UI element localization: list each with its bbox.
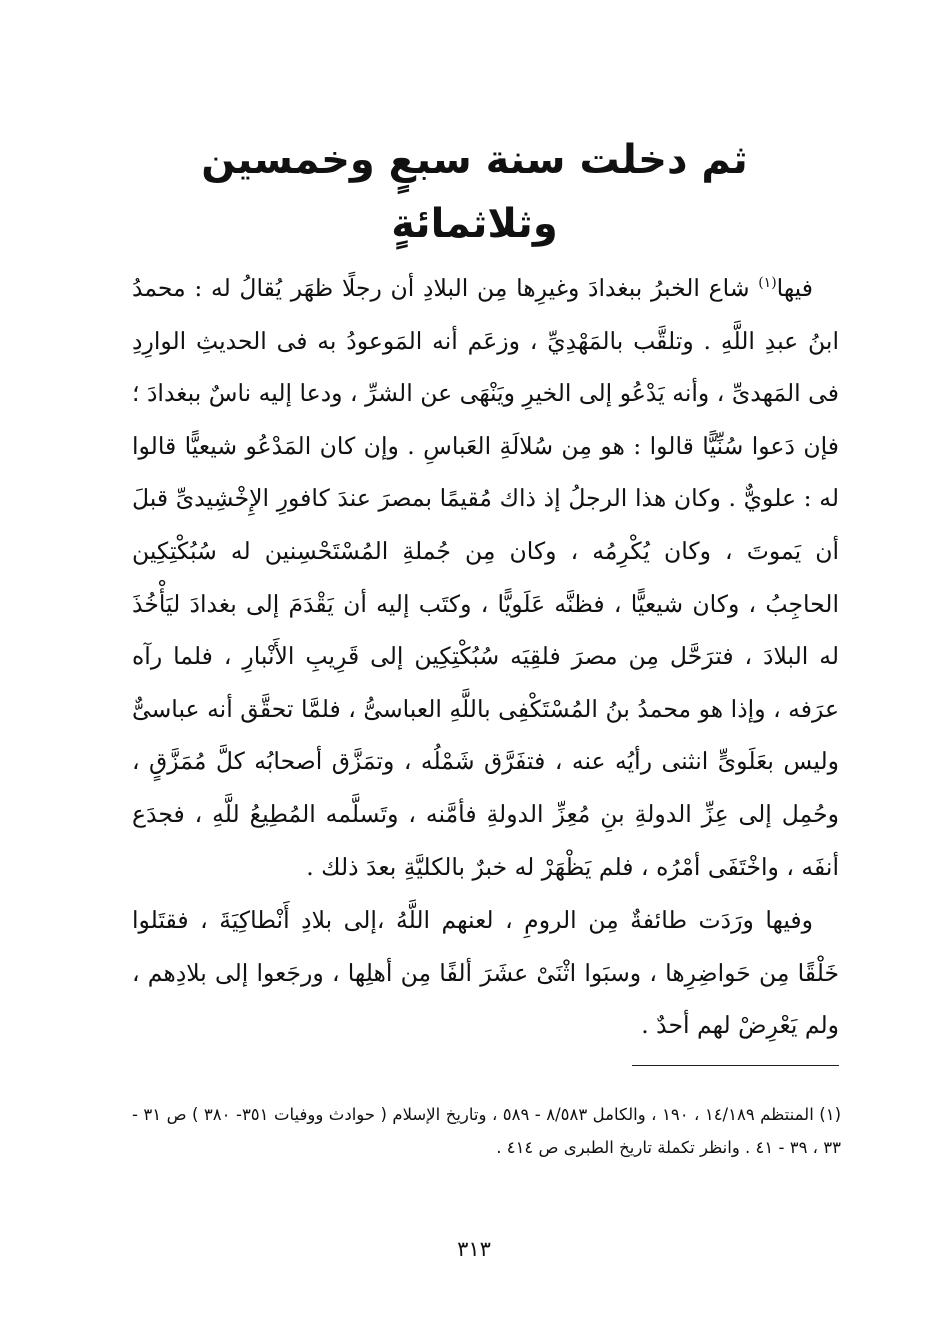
footnote-separator	[632, 1065, 839, 1066]
page-number: ٣١٣	[457, 1237, 491, 1261]
paragraph-2	[132, 894, 839, 1052]
paragraph-2-text: وفيها ورَدَت طائفةٌ مِن الرومِ ، لعنهم اللَّهُ ،إلى بلادِ أَنْطاكِيَةَ ، فقتَلوا خَلْقًا مِن حَواضِرِها ، وسبَوا اثْنَىْ عشَرَ ألفًا مِن أهلِها ، ورجَعوا إلى بلادِهم ، ولم يَعْرِضْ لهم أحدٌ .	[132, 906, 839, 1040]
main-text	[132, 262, 839, 1052]
footnote-reference-mark: (١)	[758, 275, 777, 292]
paragraph-1-text: شاع الخبرُ ببغدادَ وغيرِها مِن البلادِ أن رجلًا ظهَر يُقالُ له : محمدُ ابنُ عبدِ اللَّهِ . وتلقَّب بالمَهْدِيِّ ، وزعَم أنه المَوعودُ به فى الحديثِ الوارِدِ فى المَهدىِّ ، وأنه يَدْعُو إلى الخيرِ ويَنْهَى عن الشرِّ ، ودعا إليه ناسٌ ببغدادَ ؛ فإن دَعوا سُنِّيًّا قالوا : هو مِن سُلالَةِ العَباسِ . وإن كان المَدْعُو شيعيًّا قالوا له : علويٌّ . وكان هذا الرجلُ إذ ذاك مُقيمًا بمصرَ عندَ كافورِ الإِخْشِيدىِّ قبلَ أن يَموتَ ، وكان يُكْرِمُه ، وكان مِن جُملةِ المُسْتَحْسِنين له سُبُكْتِكِين الحاجِبُ ، وكان شيعيًّا ، فظنَّه عَلَويًّا ، وكتَب إليه أن يَقْدَمَ إلى بغدادَ ليَأْخُذَ له البلادَ ، فترَحَّل مِن مصرَ فلقِيَه سُبُكْتِكِين إلى قَرِيبِ الأَنْبارِ ، فلما رآه عرَفه ، وإذا هو محمدُ بنُ المُسْتَكْفِى باللَّهِ العباسىُّ ، فلمَّا تحقَّق أنه عباسىٌّ وليس بعَلَوىٍّ انثنى رأيُه عنه ، فتفَرَّق شَمْلُه ، وتمَزَّق أصحابُه كلَّ مُمَزَّقٍ ، وحُمِل إلى عِزِّ الدولةِ بنِ مُعِزِّ الدولةِ فأمَّنه ، وتَسلَّمه المُطِيعُ للَّهِ ، فجدَع أنفَه ، واخْتَفَى أمْرُه ، فلم يَظْهَرْ له خبرٌ بالكليَّةِ بعدَ ذلك .	[132, 274, 839, 881]
chapter-title: ثم دخلت سنة سبعٍ وخمسين وثلاثمائةٍ	[201, 137, 748, 247]
footnote: (١) المنتظم ١٤/١٨٩ ، ١٩٠ ، والكامل ٨/٥٨٣ - ٥٨٩ ، وتاريخ الإسلام ( حوادث ووفيات ٣٥١- ٣٨٠ ) ص ٣١ - ٣٣ ، ٣٩ - ٤١ . وانظر تكملة تاريخ الطبرى ص ٤١٤ .	[132, 1105, 841, 1157]
paragraph-1	[132, 262, 839, 893]
paragraph-1-lead: فيها	[776, 274, 813, 302]
